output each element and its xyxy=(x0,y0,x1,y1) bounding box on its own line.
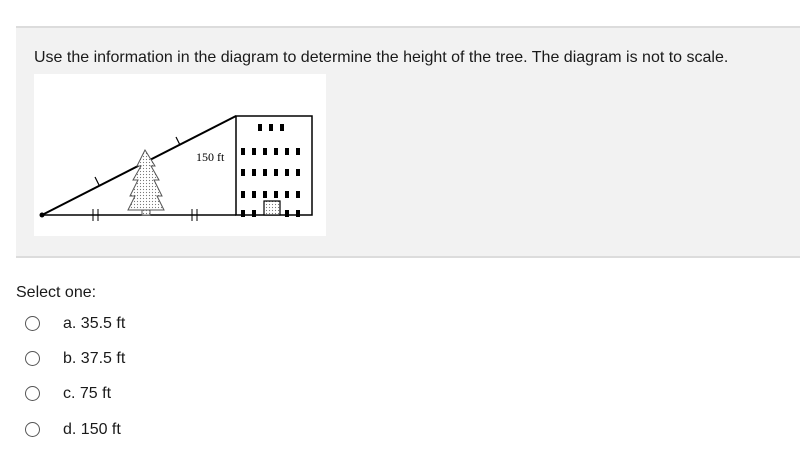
radio-button[interactable] xyxy=(25,316,40,331)
tree-height-diagram xyxy=(34,74,326,236)
radio-button[interactable] xyxy=(25,386,40,401)
observer-point xyxy=(40,213,45,218)
option-a[interactable] xyxy=(22,312,322,342)
building-height-label: 150 ft xyxy=(196,150,225,164)
tree-icon xyxy=(128,150,164,215)
building xyxy=(236,116,312,217)
option-d[interactable] xyxy=(22,418,322,448)
option-label: b. 37.5 ft xyxy=(63,350,126,367)
question-text: Use the information in the diagram to determine the height of the tree. The diagram is not to scale. xyxy=(34,49,729,66)
option-b[interactable] xyxy=(22,347,322,377)
radio-button[interactable] xyxy=(25,351,40,366)
question-panel xyxy=(16,26,800,258)
option-c[interactable] xyxy=(22,382,322,412)
option-label: a. 35.5 ft xyxy=(63,315,126,332)
option-label: d. 150 ft xyxy=(63,421,121,438)
building-door xyxy=(264,201,280,215)
select-one-label: Select one: xyxy=(16,284,97,301)
option-label: c. 75 ft xyxy=(63,385,112,402)
radio-button[interactable] xyxy=(25,422,40,437)
